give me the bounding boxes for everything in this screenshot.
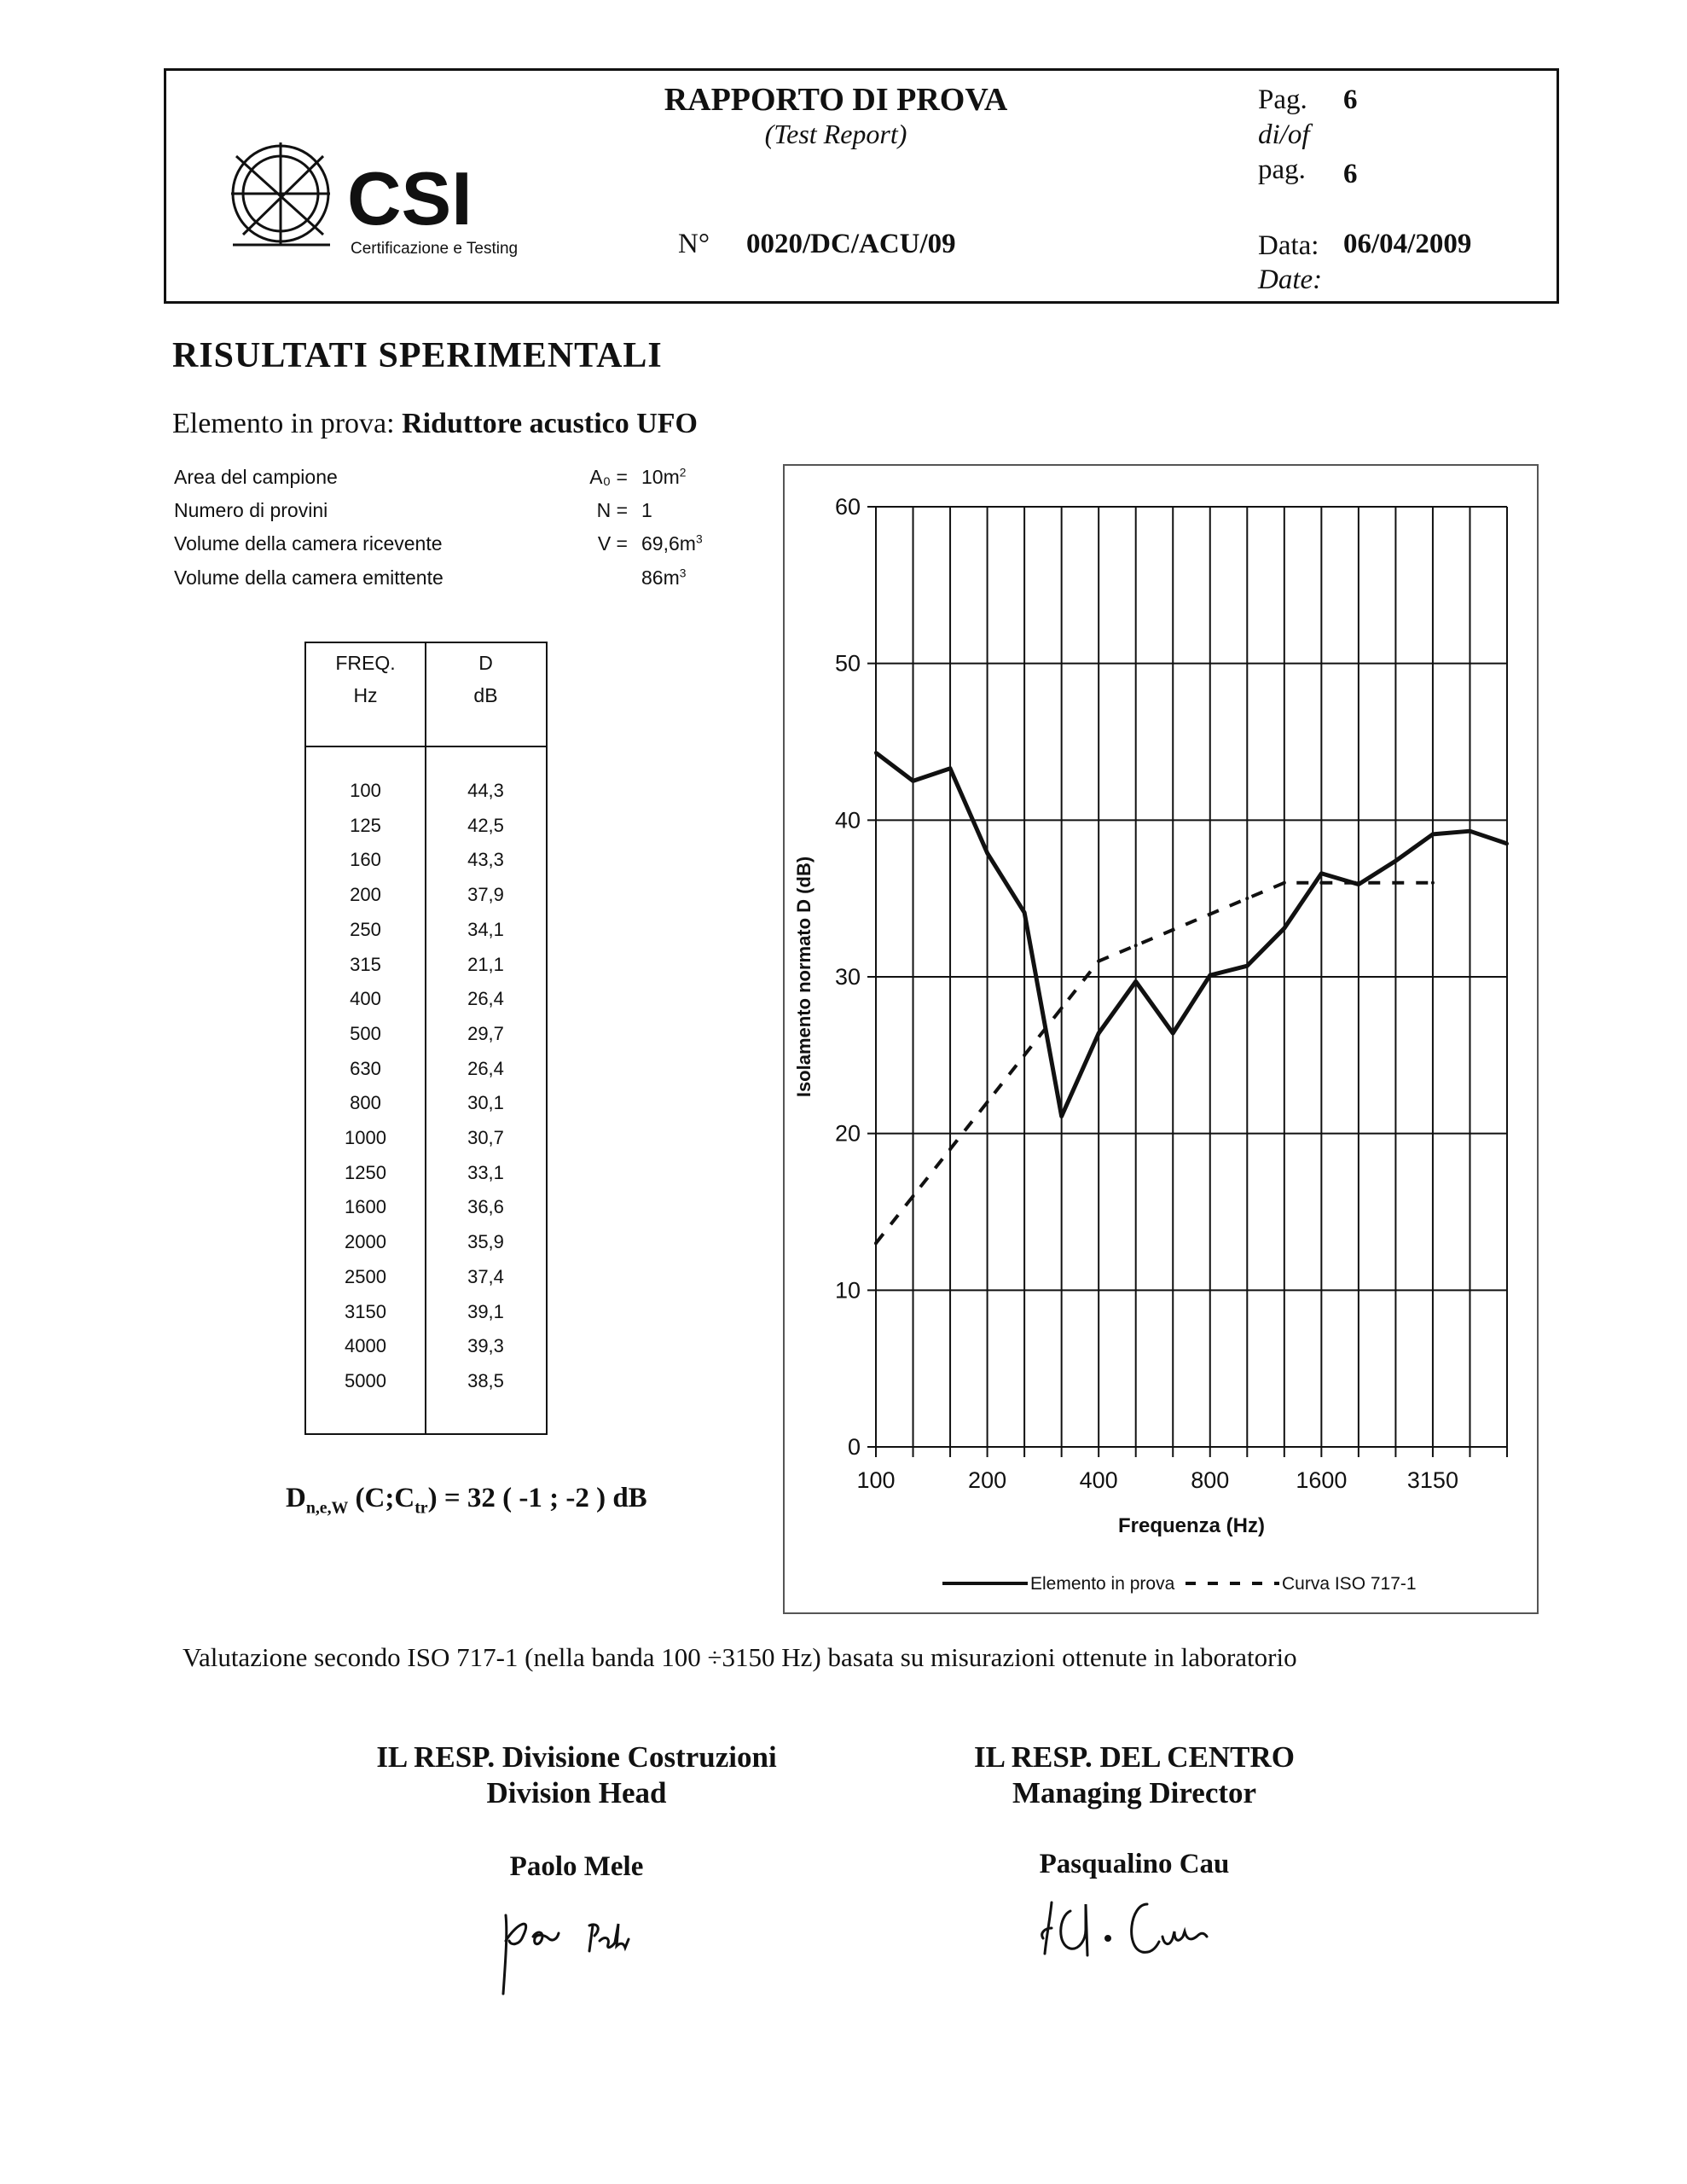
x-tick-label: 200	[968, 1467, 1007, 1493]
y-tick-label: 10	[834, 1277, 861, 1304]
y-tick-label: 30	[834, 964, 861, 990]
legend-item-iso: Curva ISO 717-1	[1282, 1574, 1417, 1594]
x-tick-label: 1600	[1296, 1467, 1348, 1493]
total-pages: 6	[1343, 159, 1358, 189]
page-number: 6	[1343, 84, 1358, 115]
iso-point	[912, 1194, 915, 1198]
company-tagline: Certificazione e Testing	[351, 240, 519, 258]
freq-header: FREQ.	[335, 652, 396, 674]
d-cell: 42,5	[467, 814, 504, 836]
signer1-role: IL RESP. Divisione Costruzioni	[376, 1740, 777, 1774]
d-cell: 44,3	[467, 780, 504, 801]
weighted-index: $D_{n,e,W}$ $(C;C_{tr}) = 32$ ( -1 ; -2 ) dB	[286, 1483, 647, 1518]
y-tick-label: 20	[834, 1120, 861, 1147]
signer2-role-en: Managing Director	[1012, 1776, 1257, 1809]
company-name: CSI	[347, 156, 472, 241]
freq-cell: 800	[350, 1092, 381, 1114]
freq-cell: 160	[350, 849, 381, 871]
d-cell: 21,1	[467, 953, 504, 975]
data-point	[1134, 980, 1138, 984]
freq-cell: 3150	[345, 1300, 386, 1322]
d-cell: 26,4	[467, 988, 504, 1010]
y-tick-label: 50	[834, 650, 861, 677]
spec-label: Area del campione	[174, 466, 338, 488]
iso-point	[1431, 881, 1435, 885]
spec-symbol: A₀ =	[589, 466, 628, 488]
y-axis-label: Isolamento normato D (dB)	[793, 856, 815, 1098]
y-tick-label: 60	[834, 494, 861, 520]
data-point	[1283, 926, 1286, 930]
freq-cell: 4000	[345, 1335, 386, 1357]
csi-logo	[228, 139, 552, 258]
d-cell: 33,1	[467, 1161, 504, 1183]
data-point	[1209, 973, 1212, 977]
iso-point	[1060, 1007, 1064, 1010]
spec-label: Numero di provini	[174, 499, 328, 521]
d-cell: 38,5	[467, 1369, 504, 1391]
measurement-table	[304, 642, 548, 1435]
spec-label: Volume della camera emittente	[174, 566, 443, 589]
page-label: Pag.	[1258, 84, 1307, 115]
d-cell: 43,3	[467, 849, 504, 871]
date-label-en: Date:	[1258, 264, 1323, 295]
x-tick-label: 3150	[1406, 1467, 1458, 1493]
signer1-role-en: Division Head	[486, 1776, 667, 1809]
d-cell: 36,6	[467, 1196, 504, 1218]
data-point	[1468, 829, 1471, 833]
report-subtitle: (Test Report)	[764, 119, 907, 149]
iso-point	[1319, 881, 1323, 885]
spec-symbol: V =	[597, 532, 628, 555]
freq-cell: 2000	[345, 1231, 386, 1253]
data-point	[1394, 859, 1397, 863]
d-cell: 30,1	[467, 1092, 504, 1114]
iso-point	[1171, 928, 1174, 932]
freq-cell: 200	[350, 884, 381, 906]
freq-cell: 630	[350, 1057, 381, 1079]
data-point	[1060, 1114, 1064, 1118]
results-title: RISULTATI SPERIMENTALI	[172, 336, 663, 375]
iso-point	[874, 1241, 878, 1245]
d-cell: 29,7	[467, 1022, 504, 1044]
d-cell: 37,4	[467, 1265, 504, 1287]
iso-point	[1245, 897, 1249, 900]
report-number: 0020/DC/ACU/09	[746, 229, 956, 259]
element-under-test	[172, 408, 698, 440]
spec-value: $86m^3$	[641, 566, 687, 589]
iso-point	[1283, 881, 1286, 885]
data-point	[1505, 842, 1509, 845]
sound-insulation-chart	[785, 466, 1537, 1612]
freq-cell: 100	[350, 780, 381, 801]
data-point	[986, 851, 989, 855]
spec-symbol: N =	[596, 499, 628, 521]
total-pages-label: pag.	[1258, 154, 1306, 185]
d-cell: 37,9	[467, 884, 504, 906]
freq-cell: 1600	[345, 1196, 386, 1218]
y-tick-label: 40	[834, 807, 861, 834]
iso-point	[948, 1147, 952, 1151]
y-tick-label: 0	[847, 1434, 861, 1460]
data-point	[1097, 1031, 1100, 1035]
d-cell: 30,7	[467, 1127, 504, 1148]
data-point	[1431, 833, 1435, 836]
d-cell: 39,1	[467, 1300, 504, 1322]
spec-value: $69,6m^3$	[641, 532, 703, 555]
x-tick-label: 800	[1191, 1467, 1230, 1493]
report-title: RAPPORTO DI PROVA	[664, 82, 1008, 118]
freq-cell: 315	[350, 953, 381, 975]
iso-point	[986, 1101, 989, 1104]
d-cell: 39,3	[467, 1335, 504, 1357]
date-label: Data:	[1258, 230, 1319, 261]
freq-cell: 1000	[345, 1127, 386, 1148]
freq-cell: 250	[350, 918, 381, 940]
iso-point	[1097, 960, 1100, 963]
iso-point	[1134, 944, 1138, 947]
freq-cell: 400	[350, 988, 381, 1010]
iso-point	[1209, 913, 1212, 916]
number-label: N°	[678, 229, 710, 259]
signer1-name: Paolo Mele	[509, 1851, 644, 1882]
signature-paolo-mele	[499, 1890, 670, 2005]
element-value: Riduttore acustico UFO	[402, 408, 698, 439]
data-point	[912, 779, 915, 782]
report-header	[164, 68, 1559, 304]
freq-cell: 2500	[345, 1265, 386, 1287]
d-cell: 26,4	[467, 1057, 504, 1079]
x-axis-label: Frequenza (Hz)	[1117, 1514, 1266, 1537]
x-tick-label: 400	[1079, 1467, 1118, 1493]
data-point	[874, 751, 878, 754]
data-point	[948, 767, 952, 770]
signer2-role: IL RESP. DEL CENTRO	[973, 1740, 1296, 1774]
d-header: D	[478, 652, 493, 674]
series-elemento-line	[876, 752, 1507, 1116]
data-point	[1319, 872, 1323, 875]
spec-label: Volume della camera ricevente	[174, 532, 443, 555]
spec-value: $10m^2$	[641, 466, 687, 488]
freq-cell: 5000	[345, 1369, 386, 1391]
report-date: 06/04/2009	[1343, 229, 1472, 259]
signer2-name: Pasqualino Cau	[1039, 1849, 1230, 1879]
x-tick-label: 100	[856, 1467, 896, 1493]
chart-panel	[783, 464, 1539, 1614]
freq-cell: 125	[350, 814, 381, 836]
data-point	[1171, 1031, 1174, 1035]
d-cell: 35,9	[467, 1231, 504, 1253]
d-cell: 34,1	[467, 918, 504, 940]
freq-cell: 1250	[345, 1161, 386, 1183]
spec-value: 1	[641, 499, 652, 521]
iso-point	[1357, 881, 1360, 885]
element-label: Elemento in prova:	[172, 408, 395, 439]
freq-cell: 500	[350, 1022, 381, 1044]
of-label: di/of	[1258, 119, 1310, 150]
data-point	[1023, 911, 1026, 915]
freq-unit: Hz	[353, 684, 378, 706]
iso-point	[1023, 1054, 1026, 1057]
evaluation-note: Valutazione secondo ISO 717-1 (nella banda 100 ÷3150 Hz) basata su misurazioni ottenute in laboratorio	[183, 1642, 1297, 1672]
d-unit: dB	[473, 684, 498, 706]
signature-pasqualino-cau	[1036, 1885, 1241, 1992]
series-iso-717-1-line	[876, 883, 1433, 1243]
legend-item-elemento: Elemento in prova	[1030, 1574, 1175, 1594]
iso-point	[1394, 881, 1397, 885]
data-point	[1245, 964, 1249, 967]
